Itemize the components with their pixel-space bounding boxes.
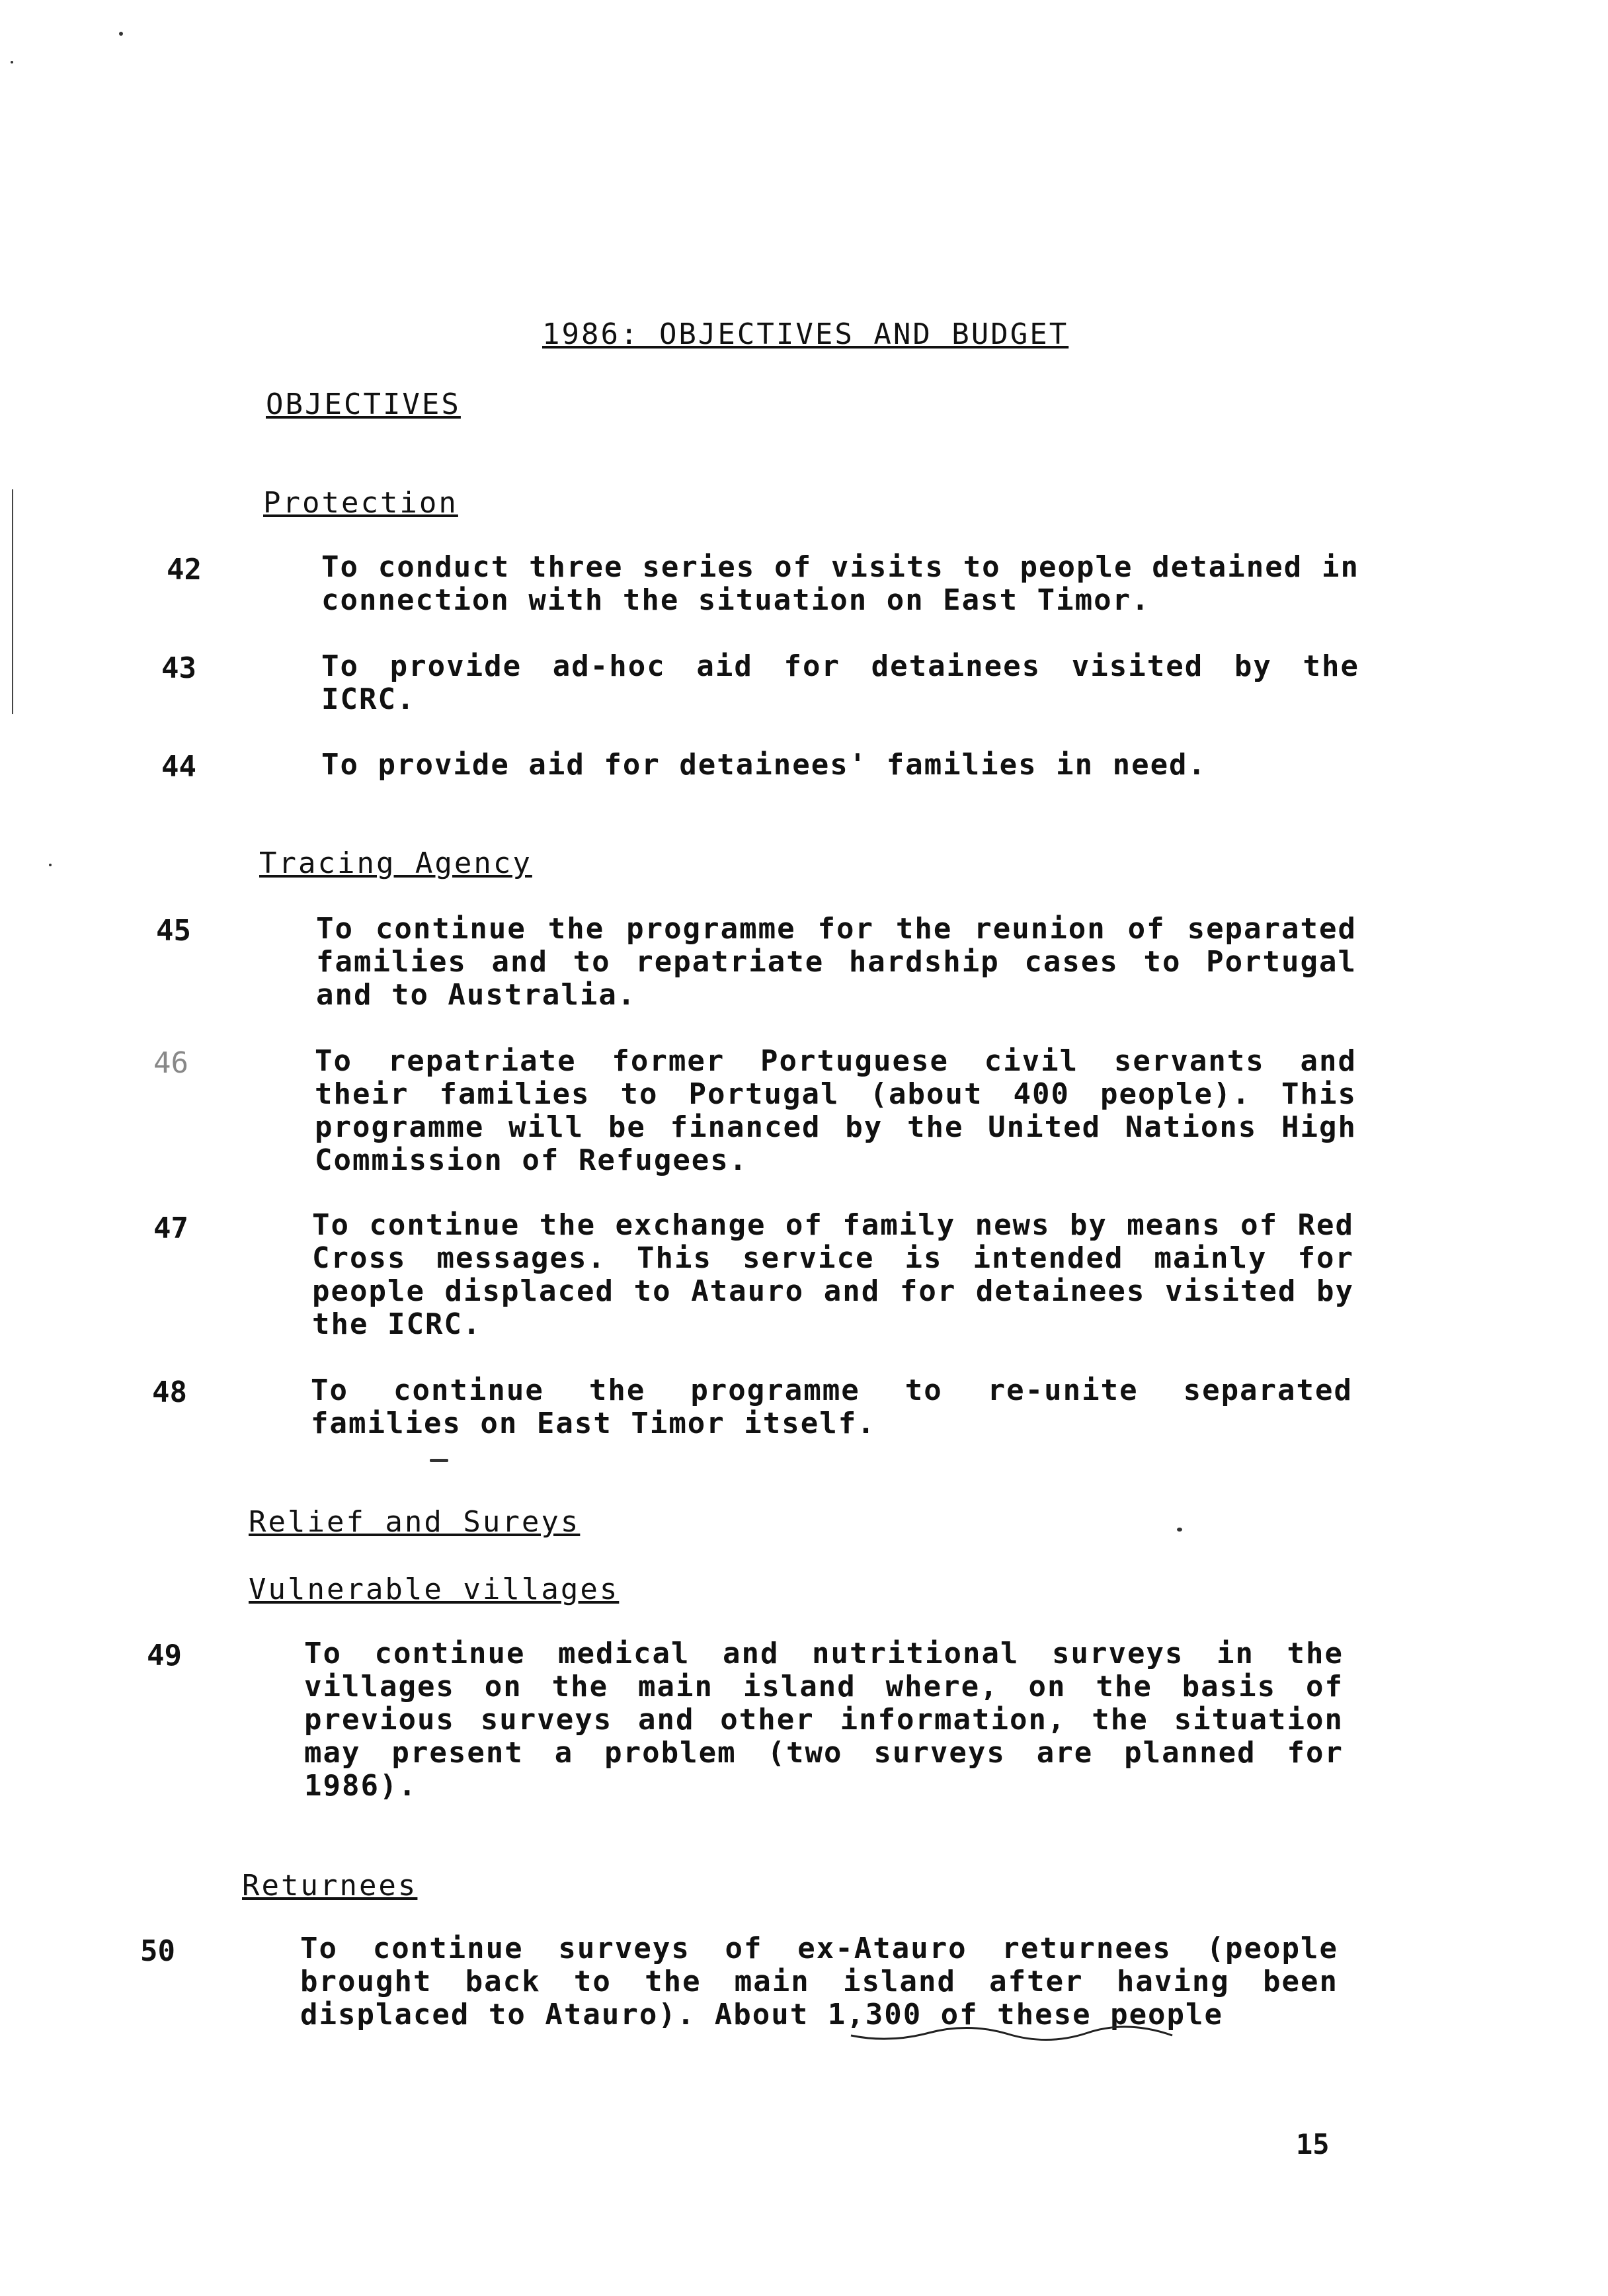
speck — [11, 61, 13, 63]
item-number: 42 — [167, 553, 202, 587]
section-relief-and-surveys: Relief and Sureys — [249, 1505, 581, 1539]
item-number: 46 — [153, 1046, 188, 1080]
item-number: 44 — [161, 750, 196, 784]
item-text: To continue the programme to re-unite separated families on East Timor itself. — [311, 1374, 1353, 1440]
item-number: 45 — [156, 914, 191, 948]
item-text: To conduct three series of visits to people detained in connection with the situation on East Timor. — [321, 550, 1359, 617]
item-text: To provide aid for detainees' families in need. — [321, 748, 1207, 782]
speck — [1177, 1528, 1182, 1532]
item-number: 49 — [147, 1639, 182, 1672]
section-protection: Protection — [263, 486, 458, 520]
item-number: 43 — [161, 651, 196, 685]
handwritten-underline — [850, 2024, 1174, 2043]
item-text: To continue surveys of ex-Atauro returnees (people brought back to the main island after having been displaced to Atauro). About 1,300 of these people — [300, 1932, 1338, 2031]
speck — [49, 864, 52, 866]
section-vulnerable-villages: Vulnerable villages — [249, 1573, 620, 1606]
item-text: To repatriate former Portuguese civil servants and their families to Portugal (about 400 people). This programme will be financed by the United Nations High Commission of Refugees. — [315, 1044, 1357, 1177]
item-number: 50 — [140, 1934, 175, 1968]
section-returnees: Returnees — [242, 1869, 418, 1903]
item-number: 48 — [152, 1375, 187, 1409]
item-text: To continue the programme for the reunion of separated families and to repatriate hardship cases to Portugal and to Australia. — [316, 912, 1357, 1012]
speck — [119, 32, 123, 36]
section-tracing-agency: Tracing Agency — [259, 846, 532, 880]
item-number: 47 — [153, 1211, 188, 1245]
item-text: To provide ad-hoc aid for detainees visited by the ICRC. — [321, 649, 1359, 716]
margin-line — [12, 489, 13, 714]
page-number: 15 — [1296, 2128, 1330, 2160]
objectives-heading: OBJECTIVES — [266, 388, 461, 421]
item-text: To continue the exchange of family news by means of Red Cross messages. This service is intended mainly for people displaced to Atauro and for detainees visited by the ICRC. — [312, 1208, 1354, 1341]
page-title: 1986: OBJECTIVES AND BUDGET — [542, 317, 1069, 351]
speck — [430, 1459, 448, 1462]
item-text: To continue medical and nutritional surveys in the villages on the main island where, on the basis of previous surveys and other information, the situation may present a problem (two surveys are planned for 1986). — [304, 1637, 1344, 1803]
